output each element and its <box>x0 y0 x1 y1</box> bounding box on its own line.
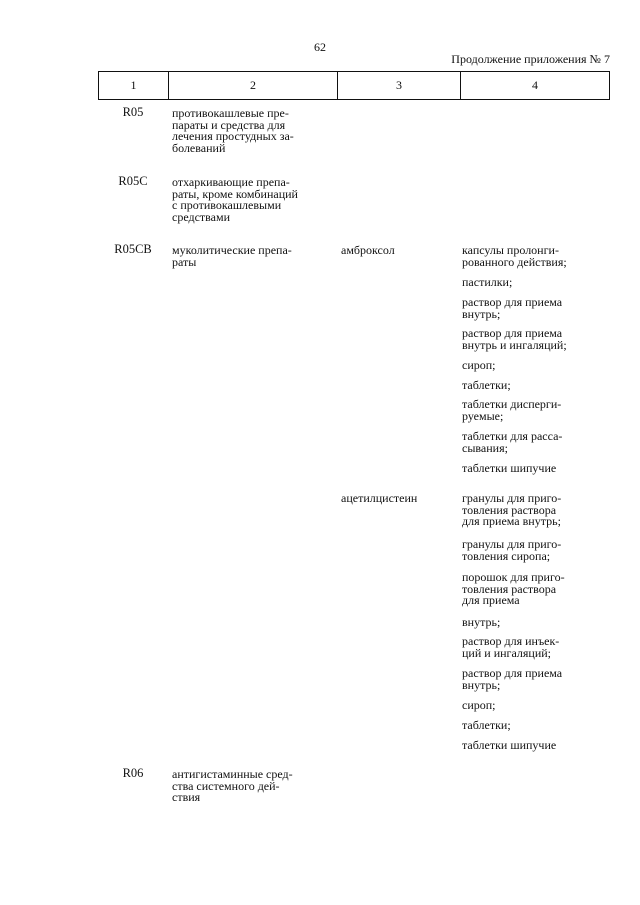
line: противокашлевые пре- <box>172 106 289 120</box>
line: руемые; <box>462 408 504 423</box>
line: с противокашлевыми <box>172 198 282 212</box>
line: ций и ингаляций; <box>462 645 551 660</box>
line: ствия <box>172 790 201 804</box>
header-col-1: 1 <box>99 72 169 99</box>
line: внутрь; <box>462 615 501 629</box>
atc-code-r05: R05 <box>122 105 144 119</box>
header-col-3: 3 <box>338 72 461 99</box>
dosage-form <box>462 539 612 562</box>
dosage-form <box>462 360 612 372</box>
line: сироп; <box>462 358 496 372</box>
line: раты, кроме комбинаций <box>172 186 298 201</box>
line: порошок для приго- <box>462 570 565 584</box>
line: рованного действия; <box>462 254 567 269</box>
line: товления сиропа; <box>462 548 551 563</box>
line: раствор для приема <box>462 666 563 680</box>
dosage-form <box>462 463 612 475</box>
line: болеваний <box>172 140 226 155</box>
line: раты <box>172 254 197 269</box>
dosage-form <box>462 297 612 320</box>
line: отхаркивающие препа- <box>172 175 290 189</box>
dosage-form <box>462 700 612 712</box>
line: таблетки; <box>462 378 511 392</box>
line: таблетки для расса- <box>462 429 563 443</box>
dosage-form <box>462 572 612 607</box>
line: муколитические препа- <box>172 243 292 257</box>
group-name-r05 <box>172 108 334 154</box>
line: таблетки шипучие <box>462 738 557 752</box>
line: раствор для приема <box>462 326 563 340</box>
line: капсулы пролонги- <box>462 243 559 257</box>
line: параты и средства для <box>172 117 286 132</box>
dosage-form <box>462 245 612 268</box>
atc-code-r05cb: R05CB <box>114 242 152 256</box>
line: антигистаминные сред- <box>172 767 293 781</box>
line: таблетки шипучие <box>462 461 557 475</box>
dosage-form <box>462 720 612 732</box>
group-name-r06 <box>172 769 334 804</box>
group-name-r05c <box>172 177 334 223</box>
dosage-form <box>462 636 612 659</box>
table-header <box>98 71 610 100</box>
line: для приема внутрь; <box>462 514 561 528</box>
line: товления раствора <box>462 502 557 517</box>
line: ства системного дей- <box>172 778 280 793</box>
atc-code-r05c: R05C <box>118 174 148 188</box>
line: сывания; <box>462 440 508 455</box>
line: раствор для инъек- <box>462 634 560 648</box>
header-col-4: 4 <box>532 78 538 92</box>
line: товления раствора <box>462 581 557 596</box>
dosage-form <box>462 328 612 351</box>
group-name-r05cb <box>172 245 334 268</box>
line: внутрь и ингаляций; <box>462 337 567 352</box>
dosage-form <box>462 668 612 691</box>
drug-name-acetylcysteine: ацетилцистеин <box>341 491 418 505</box>
header-col-2: 2 <box>169 72 338 99</box>
page-number: 62 <box>314 40 326 54</box>
drug-name-ambroxol: амброксол <box>341 243 395 257</box>
line: лечения простудных за- <box>172 129 294 143</box>
dosage-form <box>462 617 612 629</box>
dosage-form <box>462 740 612 752</box>
line: внутрь; <box>462 306 501 321</box>
line: для приема <box>462 593 520 607</box>
line: пастилки; <box>462 275 513 289</box>
line: внутрь; <box>462 677 501 692</box>
dosage-form <box>462 277 612 289</box>
continuation-note: Продолжение приложения № 7 <box>451 52 610 66</box>
atc-code-r06: R06 <box>122 766 144 780</box>
dosage-form <box>462 431 612 454</box>
line: гранулы для приго- <box>462 491 562 505</box>
line: таблетки дисперги- <box>462 397 562 411</box>
line: раствор для приема <box>462 295 563 309</box>
line: средствами <box>172 209 231 224</box>
line: сироп; <box>462 698 496 712</box>
line: гранулы для приго- <box>462 537 562 551</box>
line: таблетки; <box>462 718 511 732</box>
dosage-form <box>462 380 612 392</box>
dosage-form <box>462 399 612 422</box>
dosage-form <box>462 493 612 528</box>
